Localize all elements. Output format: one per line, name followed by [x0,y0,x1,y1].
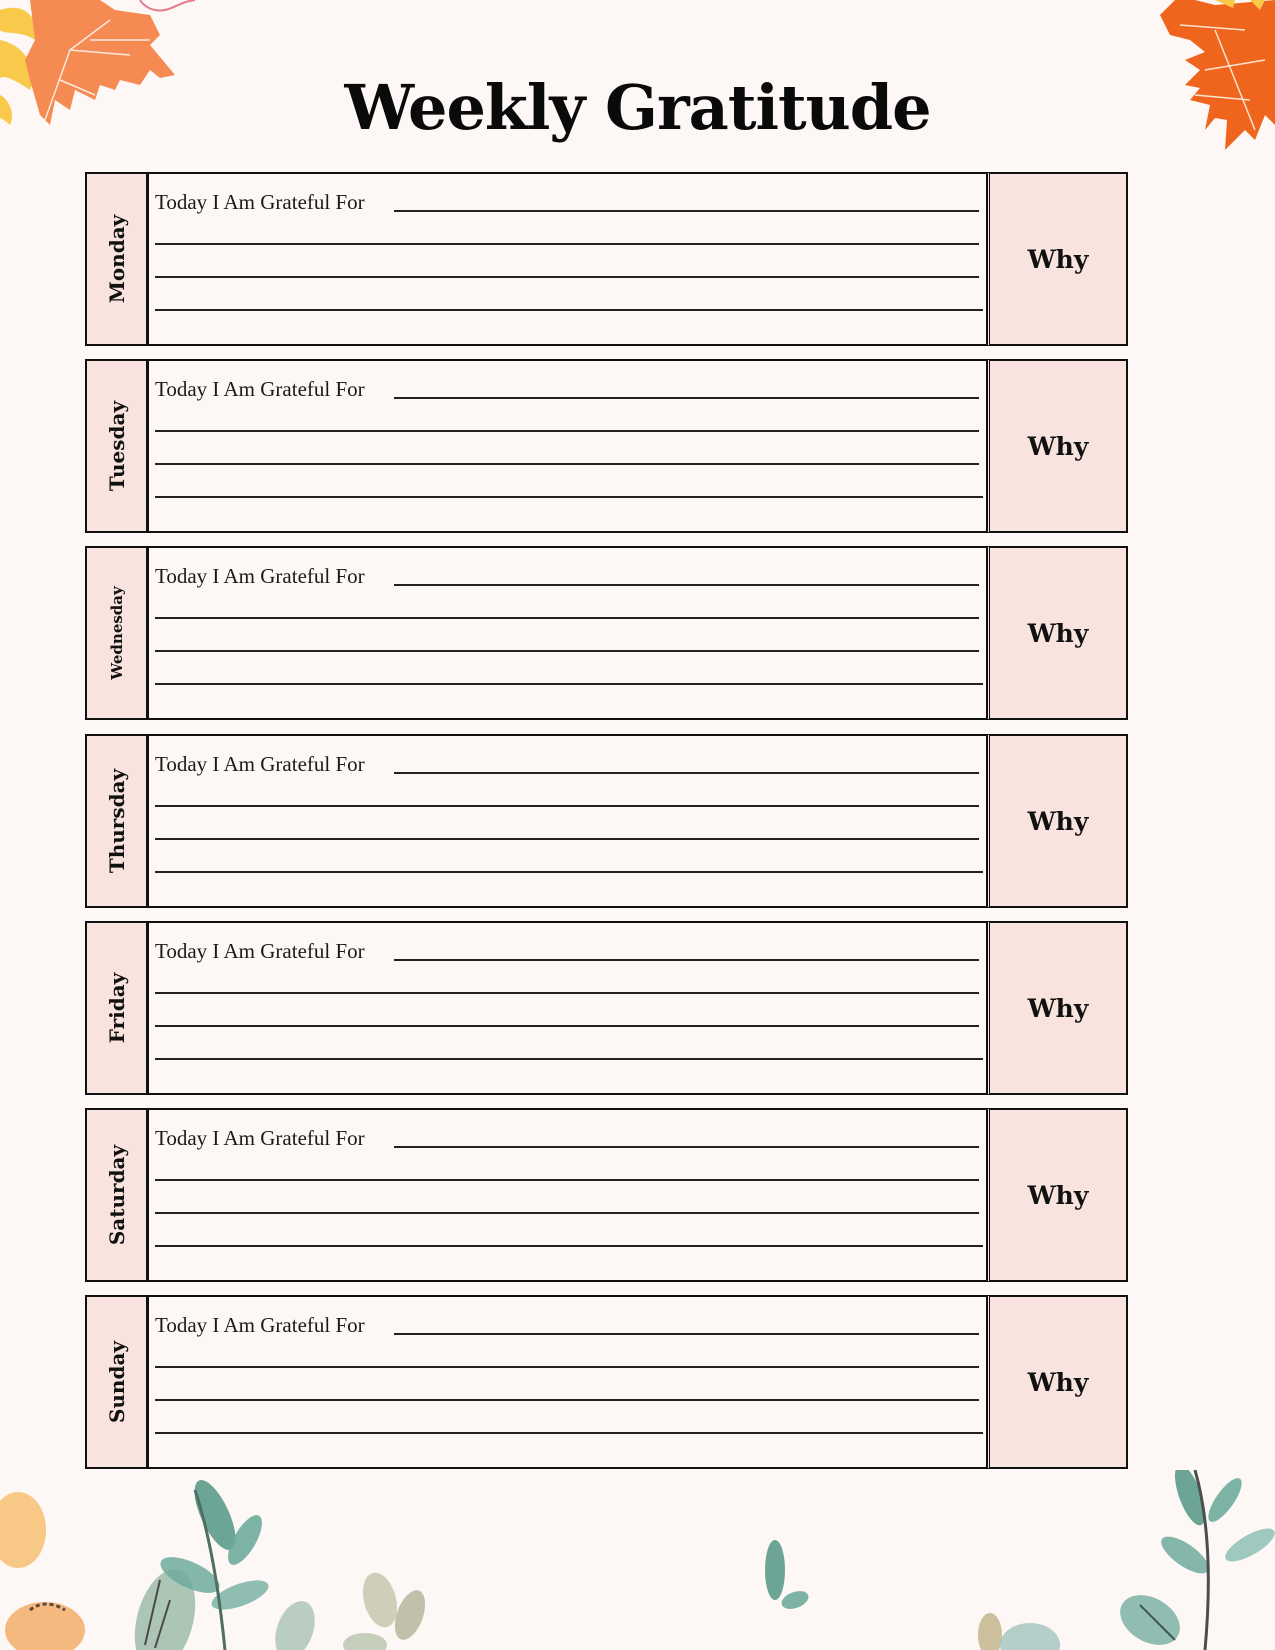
gratitude-prompt: Today I Am Grateful For [155,752,365,776]
writing-line[interactable] [155,430,979,432]
why-label: Why [1027,806,1089,836]
day-label-cell [85,921,149,1095]
writing-line[interactable] [394,397,979,399]
day-row-tuesday [85,359,1128,533]
writing-line[interactable] [155,496,983,498]
gratitude-prompt: Today I Am Grateful For [155,939,365,963]
gratitude-prompt: Today I Am Grateful For [155,190,365,214]
why-cell[interactable] [987,921,1128,1095]
day-row-friday [85,921,1128,1095]
gratitude-entry-area[interactable] [149,921,987,1095]
day-label: Sunday [104,1340,129,1424]
writing-line[interactable] [155,1025,979,1027]
day-label-cell [85,359,149,533]
gratitude-prompt: Today I Am Grateful For [155,377,365,401]
gratitude-prompt: Today I Am Grateful For [155,564,365,588]
gratitude-prompt: Today I Am Grateful For [155,1313,365,1337]
day-label: Tuesday [104,400,129,492]
day-row-thursday [85,734,1128,908]
writing-line[interactable] [155,276,979,278]
day-label-cell [85,1108,149,1282]
writing-line[interactable] [394,1333,979,1335]
day-label: Saturday [104,1144,129,1246]
writing-line[interactable] [155,1399,979,1401]
why-cell[interactable] [987,172,1128,346]
writing-line[interactable] [394,210,979,212]
writing-line[interactable] [155,1245,983,1247]
writing-line[interactable] [155,650,979,652]
writing-line[interactable] [155,1366,979,1368]
gratitude-entry-area[interactable] [149,359,987,533]
gratitude-entry-area[interactable] [149,172,987,346]
writing-line[interactable] [155,463,979,465]
why-label: Why [1027,1367,1089,1397]
why-label: Why [1027,618,1089,648]
why-cell[interactable] [987,734,1128,908]
day-row-saturday [85,1108,1128,1282]
writing-line[interactable] [155,1179,979,1181]
why-cell[interactable] [987,546,1128,720]
day-label-cell [85,546,149,720]
gratitude-entry-area[interactable] [149,1108,987,1282]
writing-line[interactable] [155,309,983,311]
gratitude-entry-area[interactable] [149,734,987,908]
writing-line[interactable] [155,617,979,619]
writing-line[interactable] [155,243,979,245]
writing-line[interactable] [155,992,979,994]
day-label-cell [85,172,149,346]
writing-line[interactable] [155,1432,983,1434]
day-row-wednesday [85,546,1128,720]
page-title: Weekly Gratitude [344,71,931,144]
gratitude-entry-area[interactable] [149,546,987,720]
why-cell[interactable] [987,359,1128,533]
why-label: Why [1027,993,1089,1023]
why-label: Why [1027,431,1089,461]
writing-line[interactable] [155,838,979,840]
day-label: Wednesday [107,586,126,680]
why-cell[interactable] [987,1108,1128,1282]
day-row-sunday [85,1295,1128,1469]
writing-line[interactable] [394,772,979,774]
day-label: Thursday [104,768,129,874]
day-label-cell [85,1295,149,1469]
writing-line[interactable] [155,805,979,807]
writing-line[interactable] [394,959,979,961]
why-label: Why [1027,244,1089,274]
why-cell[interactable] [987,1295,1128,1469]
writing-line[interactable] [155,871,983,873]
watercolor-foliage-icon [0,1470,1275,1650]
why-label: Why [1027,1180,1089,1210]
gratitude-prompt: Today I Am Grateful For [155,1126,365,1150]
day-label: Monday [104,214,129,304]
writing-line[interactable] [394,1146,979,1148]
day-label: Friday [104,972,129,1044]
writing-line[interactable] [155,1212,979,1214]
writing-line[interactable] [155,683,983,685]
day-row-monday [85,172,1128,346]
gratitude-entry-area[interactable] [149,1295,987,1469]
day-label-cell [85,734,149,908]
writing-line[interactable] [155,1058,983,1060]
writing-line[interactable] [394,584,979,586]
